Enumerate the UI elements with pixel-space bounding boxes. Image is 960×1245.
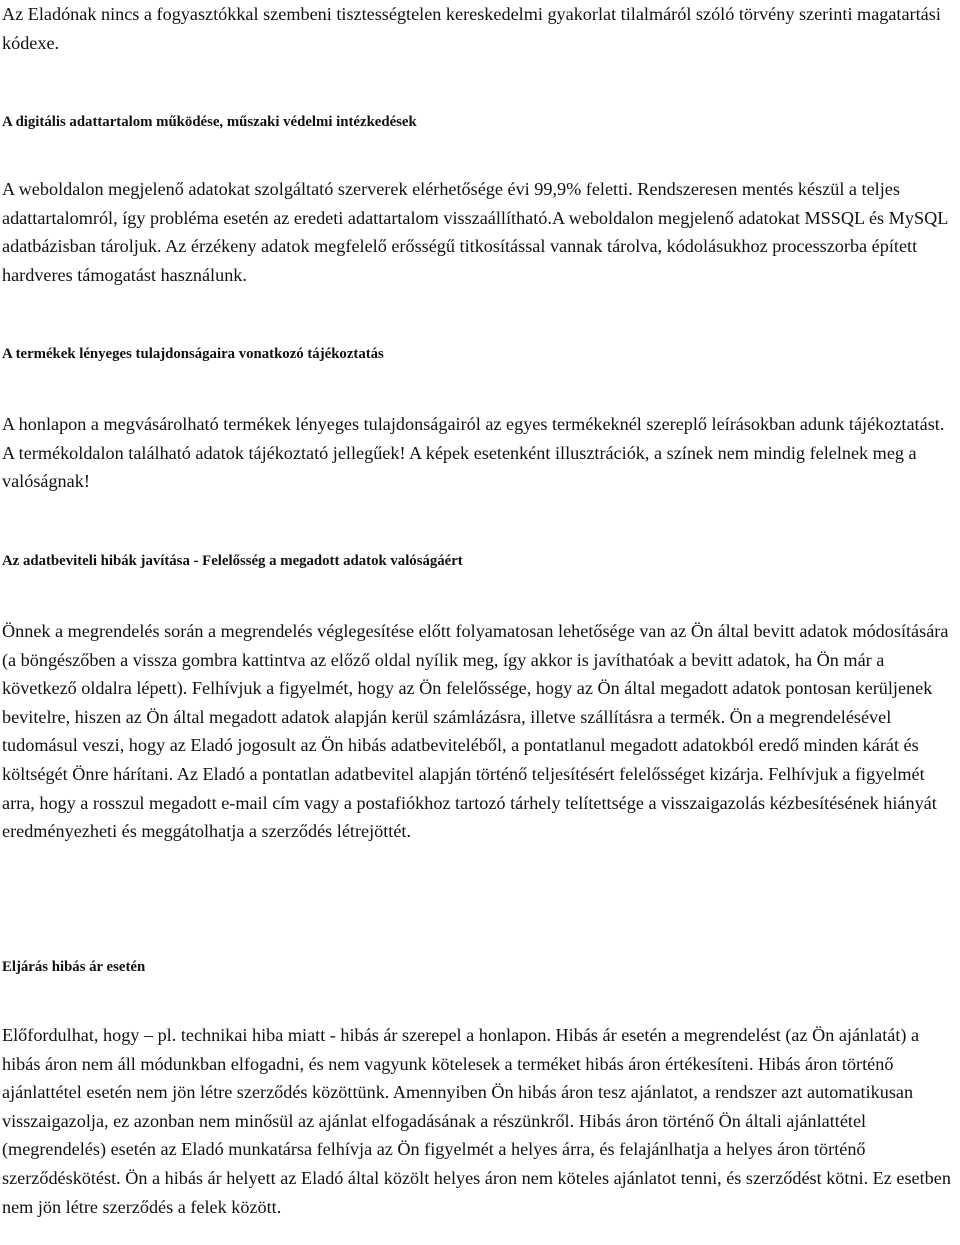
section-heading-wrong-price: Eljárás hibás ár esetén xyxy=(2,959,146,975)
intro-paragraph: Az Eladónak nincs a fogyasztókkal szembeni tisztességtelen kereskedelmi gyakorlat tilalmáról szóló törvény szerinti magatartási kódexe. xyxy=(2,4,941,53)
section-body-product-properties: A honlapon a megvásárolható termékek lényeges tulajdonságairól az egyes termékeknél szereplő leírásokban adunk tájékoztatást. A termékoldalon található adatok tájékoztató jellegűek! A képek esetenként illusztrációk, a színek nem mindig felelnek meg a valóságnak! xyxy=(2,414,945,492)
section-body-digital-content: A weboldalon megjelenő adatokat szolgáltató szerverek elérhetősége évi 99,9% feletti. Rendszeresen mentés készül a teljes adattartalomról, így probléma esetén az eredeti adattartalom visszaállítható.A weboldalon megjelenő adatokat MSSQL és MySQL adatbázisban tároljuk. Az érzékeny adatok megfelelő erősségű titkosítással vannak tárolva, kódolásukhoz processzorba épített hardveres támogatást használunk. xyxy=(2,179,948,285)
section-heading-product-properties: A termékek lényeges tulajdonságaira vonatkozó tájékoztatás xyxy=(2,346,384,362)
section-body-input-errors: Önnek a megrendelés során a megrendelés véglegesítése előtt folyamatosan lehetősége van az Ön által bevitt adatok módosítására (a böngészőben a vissza gombra kattintva az előző oldal nyílik meg, így akkor is javíthatóak a bevitt adatok, ha Ön már a következő oldalra lépett). Felhívjuk a figyelmét, hogy az Ön felelőssége, hogy az Ön által megadott adatok pontosan kerüljenek bevitelre, hiszen az Ön által megadott adatok alapján kerül számlázásra, illetve szállításra a termék. Ön a megrendelésével tudomásul veszi, hogy az Eladó jogosult az Ön hibás adatbeviteléből, a pontatlanul megadott adatokból eredő minden kárát és költségét Önre hárítani. Az Eladó a pontatlan adatbevitel alapján történő teljesítésért felelősséget kizárja. Felhívjuk a figyelmét arra, hogy a rosszul megadott e-mail cím vagy a postafiókhoz tartozó tárhely telítettsége a visszaigazolás kézbesítésének hiányát eredményezheti és meggátolhatja a szerződés létrejöttét. xyxy=(2,621,949,842)
section-heading-digital-content: A digitális adattartalom működése, műszaki védelmi intézkedések xyxy=(2,114,417,130)
section-body-wrong-price: Előfordulhat, hogy – pl. technikai hiba miatt - hibás ár szerepel a honlapon. Hibás ár esetén a megrendelést (az Ön ajánlatát) a hibás áron nem áll módunkban elfogadni, és nem vagyunk kötelesek a terméket hibás áron értékesíteni. Hibás áron történő ajánlattétel esetén nem jön létre szerződés közöttünk. Amennyiben Ön hibás áron tesz ajánlatot, a rendszer azt automatikusan visszaigazolja, ez azonban nem minősül az ajánlat elfogadásának a részünkről. Hibás áron történő Ön általi ajánlattétel (megrendelés) esetén az Eladó munkatársa felhívja az Ön figyelmét a helyes árra, és felajánlhatja a helyes áron történő szerződéskötést. Ön a hibás ár helyett az Eladó által közölt helyes áron nem köteles ajánlatot tenni, és szerződést kötni. Ez esetben nem jön létre szerződés a felek között. xyxy=(2,1025,951,1217)
section-heading-input-errors: Az adatbeviteli hibák javítása - Felelősség a megadott adatok valóságáért xyxy=(2,553,463,569)
